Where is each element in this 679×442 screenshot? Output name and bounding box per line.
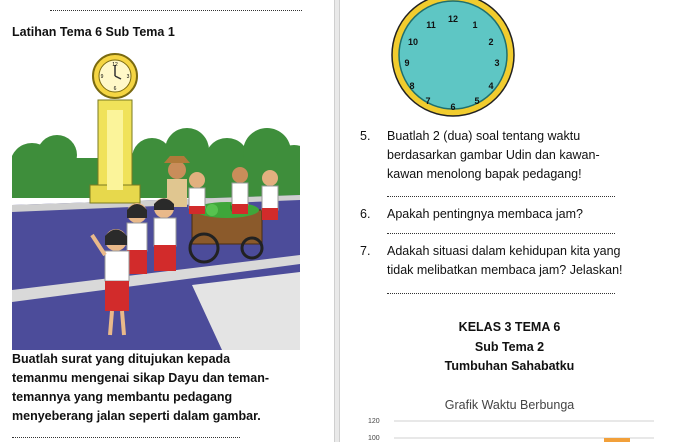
question-5-line-2: berdasarkan gambar Udin dan kawan- <box>387 148 600 162</box>
instruction-line-1: Buatlah surat yang ditujukan kepada <box>12 352 231 366</box>
clock-number-3: 3 <box>494 58 500 68</box>
tower-clock-6: 6 <box>113 86 117 92</box>
y-tick-120: 120 <box>368 418 380 425</box>
question-7-line-2: tidak melibatkan membaca jam? Jelaskan! <box>387 263 623 277</box>
tower-clock-3: 3 <box>126 74 130 80</box>
clock-number-9: 9 <box>404 58 410 68</box>
question-7-number: 7. <box>360 244 371 258</box>
clock-number-7: 7 <box>425 96 431 106</box>
y-tick-100: 100 <box>368 435 380 442</box>
instruction-answer-line <box>12 437 240 438</box>
clock-number-1: 1 <box>472 20 478 30</box>
chart-title: Grafik Waktu Berbunga <box>444 398 575 412</box>
left-page <box>0 0 334 442</box>
street-scene-illustration <box>12 50 300 350</box>
question-5-number: 5. <box>360 129 371 143</box>
clock-illustration <box>390 0 516 118</box>
subtheme-title: Tumbuhan Sahabatku <box>444 359 575 373</box>
clock-number-5: 5 <box>474 96 480 106</box>
question-6-answer-line <box>387 233 615 234</box>
subtheme-heading: Sub Tema 2 <box>474 340 545 354</box>
top-dotted-rule <box>50 10 302 11</box>
question-5-line-3: kawan menolong bapak pedagang! <box>387 167 582 181</box>
question-5-answer-line <box>387 196 615 197</box>
question-5-text <box>387 127 677 184</box>
grade-heading: KELAS 3 TEMA 6 <box>458 320 561 334</box>
instruction-line-4: menyeberang jalan seperti dalam gambar. <box>12 409 261 423</box>
clock-number-12: 12 <box>447 14 459 24</box>
instruction-line-2: temanmu mengenai sikap Dayu dan teman- <box>12 371 270 385</box>
question-6-text <box>387 205 677 224</box>
clock-number-11: 11 <box>426 20 436 30</box>
instruction-line-3: temannya yang membantu pedagang <box>12 390 233 404</box>
clock-tower <box>90 54 140 203</box>
clock-number-2: 2 <box>488 37 494 47</box>
tower-clock-12: 12 <box>112 62 118 68</box>
question-5-line-1: Buatlah 2 (dua) soal tentang waktu <box>387 129 581 143</box>
letter-instruction <box>12 350 312 426</box>
chart-partial-series-mark <box>604 438 630 442</box>
question-7-answer-line <box>387 293 615 294</box>
clock-number-4: 4 <box>488 81 494 91</box>
clock-number-10: 10 <box>407 37 419 47</box>
flowering-time-chart <box>364 414 664 442</box>
question-7-text <box>387 242 677 280</box>
trees-background <box>12 128 300 198</box>
clock-number-6: 6 <box>450 102 456 112</box>
exercise-title: Latihan Tema 6 Sub Tema 1 <box>12 25 175 39</box>
question-7-line-1: Adakah situasi dalam kehidupan kita yang <box>387 244 621 258</box>
question-6-line-1: Apakah pentingnya membaca jam? <box>387 207 583 221</box>
question-6-number: 6. <box>360 207 371 221</box>
clock-number-8: 8 <box>409 81 415 91</box>
tower-clock-9: 9 <box>100 74 104 80</box>
